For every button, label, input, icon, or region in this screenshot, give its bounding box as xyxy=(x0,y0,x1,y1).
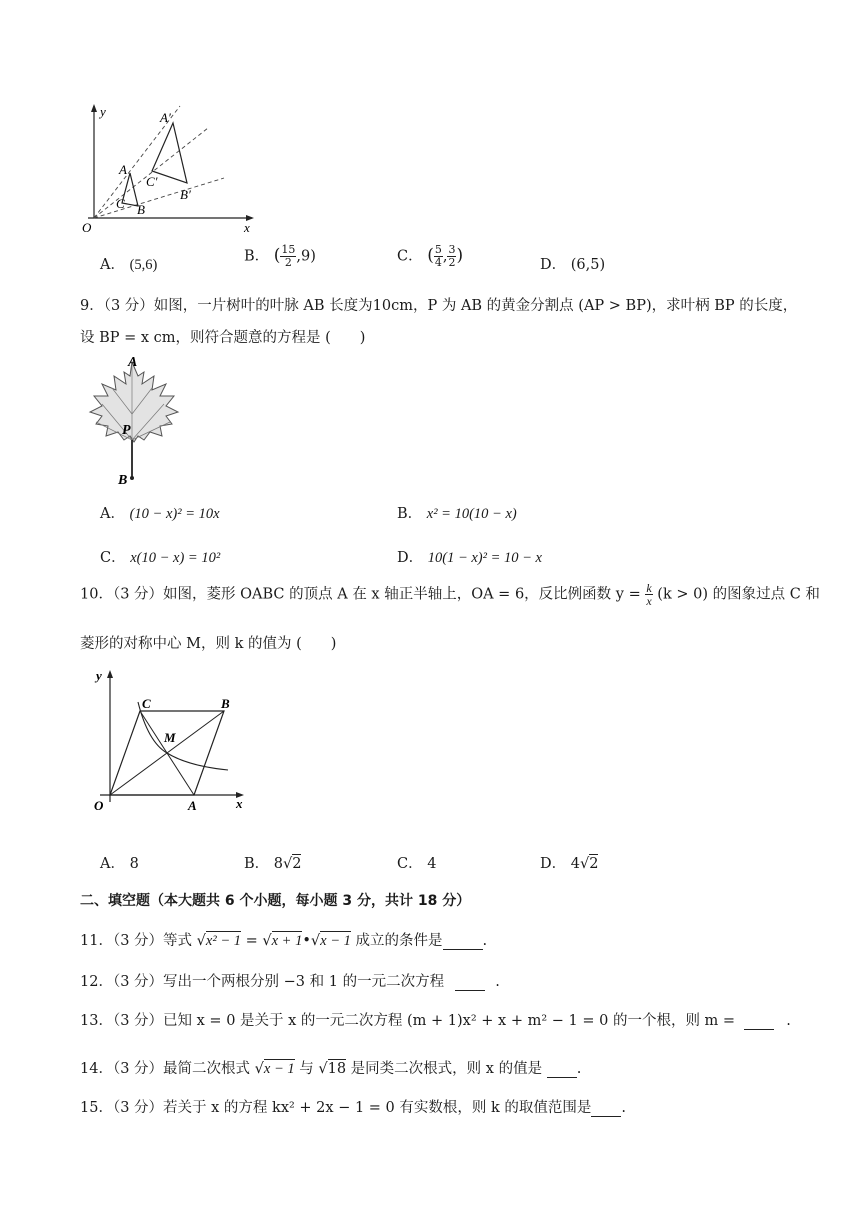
q10-line-2: 菱形的对称中心 M，则 k 的值为 ( ) xyxy=(80,636,337,652)
label-o: O xyxy=(94,798,104,813)
q10-line-1: 10．（3 分）如图，菱形 OABC 的顶点 A 在 x 轴正半轴上，OA = 6，反比例函数 y = $\frac{k}{x}$ (k > 0) 的图象过点 C 和 xyxy=(80,581,820,608)
q10-option-a[interactable]: A． 8 xyxy=(100,856,139,872)
q14: 14．（3 分）最简二次根式 √x − 1 与 √18 是同类二次根式，则 x 的值是 . xyxy=(80,1061,582,1077)
q10-option-b[interactable]: B． 8√2 xyxy=(244,856,302,872)
label-c: C xyxy=(116,196,125,211)
label-b: B xyxy=(118,473,128,488)
label-y: y xyxy=(96,668,102,683)
q9-option-b[interactable]: B． x² = 10(10 − x) xyxy=(397,506,517,522)
label-c-prime: C′ xyxy=(146,174,158,189)
label-a: A xyxy=(119,162,127,177)
label-b-prime: B′ xyxy=(180,187,191,202)
q12: 12．（3 分）写出一个两根分别 −3 和 1 的一元二次方程 . xyxy=(80,974,500,990)
label-a-prime: A′ xyxy=(160,110,171,125)
q13-answer-blank[interactable] xyxy=(744,1013,774,1030)
label-b: B xyxy=(137,202,145,217)
q14-answer-blank[interactable] xyxy=(547,1061,577,1078)
label-p: P xyxy=(122,423,131,438)
q9-option-c[interactable]: C． x(10 − x) = 10² xyxy=(100,550,221,566)
q12-answer-blank[interactable] xyxy=(455,974,485,991)
label-c: C xyxy=(142,696,151,711)
q9-line-2: 设 BP = x cm，则符合题意的方程是 ( ) xyxy=(80,330,366,346)
label-y: y xyxy=(100,104,106,119)
q8-option-a[interactable]: A． (5,6) xyxy=(100,257,158,273)
q11: 11．（3 分）等式 √x² − 1 = √x + 1•√x − 1 成立的条件是 . xyxy=(80,933,488,949)
q15-answer-blank[interactable] xyxy=(591,1100,621,1117)
label-x: x xyxy=(244,220,250,235)
q8-figure xyxy=(70,100,260,240)
y-axis-arrow xyxy=(107,670,113,678)
q13: 13．（3 分）已知 x = 0 是关于 x 的一元二次方程 (m + 1)x² + x + m² − 1 = 0 的一个根，则 m = . xyxy=(80,1013,791,1029)
q15: 15．（3 分）若关于 x 的方程 kx² + 2x − 1 = 0 有实数根，则 k 的取值范围是 . xyxy=(80,1100,626,1116)
q9-leaf-figure xyxy=(82,354,182,488)
q9-option-a[interactable]: A． (10 − x)² = 10x xyxy=(100,506,220,522)
label-x: x xyxy=(236,796,243,811)
q8-option-c[interactable]: C． ( $\frac{5}{4}$ , $\frac{3}{2}$ ) xyxy=(397,243,464,269)
y-axis-arrow xyxy=(91,104,97,112)
label-a: A xyxy=(128,355,138,370)
q9-option-d[interactable]: D． 10(1 − x)² = 10 − x xyxy=(397,550,542,566)
label-b: B xyxy=(221,696,230,711)
label-o: O xyxy=(82,220,92,235)
q10-option-c[interactable]: C． 4 xyxy=(397,856,437,872)
leaf-outline xyxy=(90,362,178,442)
q9-line-1: 9．（3 分）如图，一片树叶的叶脉 AB 长度为10cm，P 为 AB 的黄金分割点 (AP > BP)，求叶柄 BP 的长度， xyxy=(80,298,798,314)
section-heading: 二、填空题（本大题共 6 个小题，每小题 3 分，共计 18 分） xyxy=(80,893,471,909)
q11-answer-blank[interactable] xyxy=(443,933,483,950)
q10-option-d[interactable]: D． 4√2 xyxy=(540,856,599,872)
ray-oc xyxy=(94,128,208,218)
ray-ob xyxy=(94,178,224,218)
q10-figure xyxy=(78,662,254,830)
point-b-dot xyxy=(130,476,134,480)
label-m: M xyxy=(164,730,176,745)
q8-option-d[interactable]: D． (6,5) xyxy=(540,257,606,273)
q8-option-b[interactable]: B． ( $\frac{15}{2}$ ,9) xyxy=(244,243,316,269)
label-a: A xyxy=(188,798,197,813)
